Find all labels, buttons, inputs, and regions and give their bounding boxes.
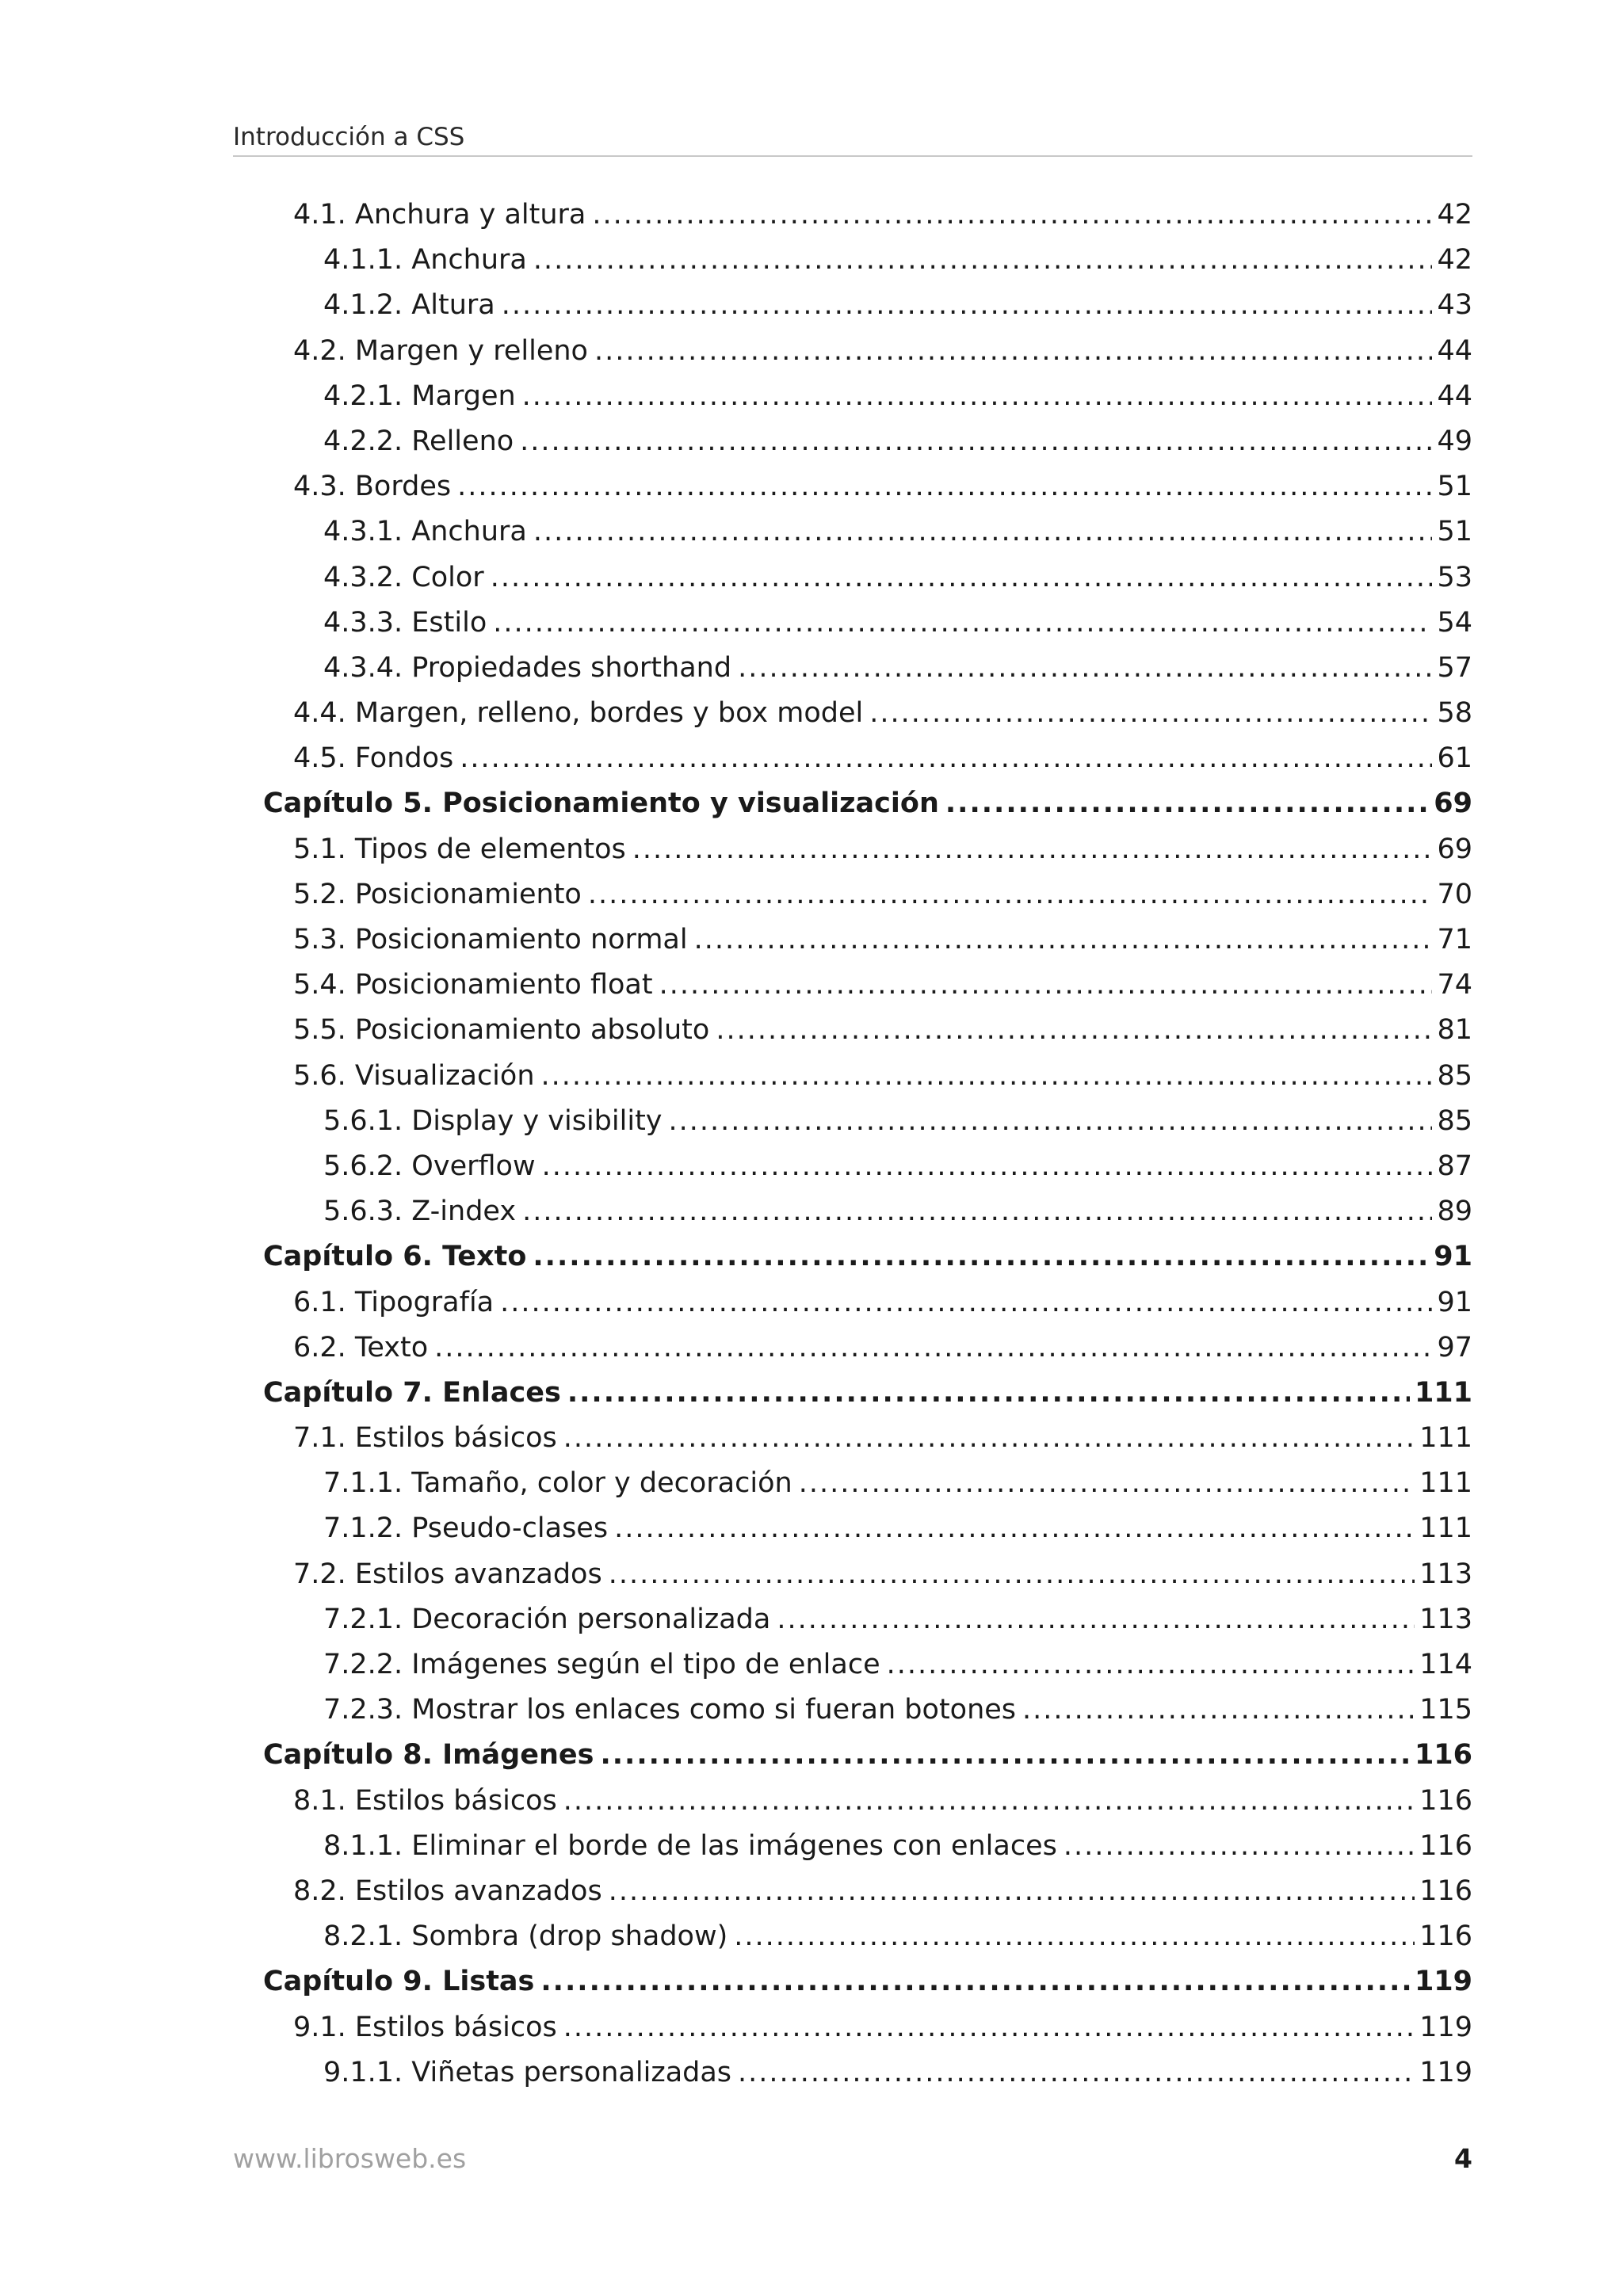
dot-leader: [869, 691, 1432, 736]
dot-leader: [522, 1189, 1432, 1234]
toc-entry-title: 7.2.1. Decoración personalizada: [323, 1603, 771, 1635]
toc-entry-title: 7.2.2. Imágenes según el tipo de enlace: [323, 1649, 880, 1680]
toc-entry-page: 113: [1419, 1603, 1472, 1635]
dot-leader: [533, 509, 1433, 555]
toc-entry-page: 85: [1437, 1104, 1472, 1137]
dot-leader: [502, 283, 1433, 328]
toc-entry-title: 5.6. Visualización: [293, 1059, 535, 1092]
toc-entry-title: Capítulo 9. Listas: [263, 1966, 535, 1998]
toc-entry-page: 111: [1419, 1422, 1472, 1455]
toc-entry[interactable]: [233, 1506, 1472, 1551]
toc-entry-title: 7.1.2. Pseudo-clases: [323, 1512, 609, 1545]
toc-entry[interactable]: [233, 464, 1472, 509]
dot-leader: [542, 1144, 1433, 1189]
toc-entry-page: 91: [1434, 1241, 1472, 1273]
dot-leader: [457, 464, 1432, 509]
toc-entry[interactable]: [233, 1461, 1472, 1506]
toc-entry-title: 7.2. Estilos avanzados: [293, 1558, 602, 1590]
toc-entry-title: 4.5. Fondos: [293, 742, 454, 775]
toc-entry-title: 4.2.1. Margen: [323, 379, 516, 412]
toc-entry-page: 44: [1437, 334, 1472, 367]
toc-entry-page: 69: [1434, 788, 1472, 820]
toc-entry-title: 5.6.1. Display y visibility: [323, 1104, 663, 1137]
dot-leader: [592, 193, 1432, 238]
toc-entry-title: 5.5. Posicionamiento absoluto: [293, 1014, 710, 1047]
toc-entry-page: 111: [1419, 1467, 1472, 1500]
toc-entry-title: 6.1. Tipografía: [293, 1286, 495, 1318]
toc-entry[interactable]: [233, 419, 1472, 464]
toc-entry[interactable]: [233, 1280, 1472, 1325]
toc-entry-title: Capítulo 8. Imágenes: [263, 1739, 594, 1772]
dot-leader: [563, 1416, 1415, 1461]
dot-leader: [659, 963, 1433, 1008]
toc-entry-title: 5.6.3. Z-index: [323, 1196, 517, 1228]
toc-entry[interactable]: [233, 2005, 1472, 2050]
toc-entry[interactable]: [233, 1552, 1472, 1597]
toc-entry-page: 113: [1419, 1558, 1472, 1590]
toc-entry-title: 8.1. Estilos básicos: [293, 1784, 557, 1817]
toc-entry[interactable]: [233, 509, 1472, 555]
toc-entry-title: 6.2. Texto: [293, 1331, 429, 1363]
toc-entry-title: 8.1.1. Eliminar el borde de las imágenes con enlaces: [323, 1829, 1057, 1862]
toc-entry-title: 5.4. Posicionamiento float: [293, 969, 653, 1001]
toc-entry[interactable]: [233, 1914, 1472, 1959]
toc-entry-page: 70: [1437, 878, 1472, 910]
toc-entry-page: 49: [1437, 425, 1472, 457]
dot-leader: [567, 1371, 1410, 1416]
toc-entry-title: 4.2.2. Relleno: [323, 425, 514, 457]
dot-leader: [500, 1280, 1432, 1325]
footer-url[interactable]: www.librosweb.es: [233, 2143, 467, 2174]
toc-entry[interactable]: [233, 1416, 1472, 1461]
dot-leader: [1022, 1688, 1415, 1733]
page-header: [233, 119, 1472, 157]
dot-leader: [669, 1099, 1433, 1144]
toc-entry-page: 58: [1437, 697, 1472, 730]
toc-entry[interactable]: [233, 963, 1472, 1008]
toc-entry[interactable]: [233, 193, 1472, 238]
toc-entry[interactable]: [233, 1189, 1472, 1234]
toc-entry-page: 51: [1437, 471, 1472, 503]
toc-entry-page: 111: [1419, 1512, 1472, 1545]
toc-entry-page: 42: [1437, 244, 1472, 277]
dot-leader: [609, 1552, 1415, 1597]
toc-entry-title: 4.3.1. Anchura: [323, 516, 527, 548]
toc-entry[interactable]: [233, 374, 1472, 419]
dot-leader: [594, 329, 1432, 374]
toc-entry[interactable]: [233, 917, 1472, 963]
dot-leader: [738, 646, 1432, 691]
toc-chapter-entry[interactable]: [233, 781, 1472, 826]
dot-leader: [491, 555, 1433, 601]
toc-entry-title: 4.2. Margen y relleno: [293, 334, 588, 367]
dot-leader: [777, 1597, 1415, 1642]
toc-entry-title: 8.2. Estilos avanzados: [293, 1875, 602, 1907]
toc-entry-title: 7.1.1. Tamaño, color y decoración: [323, 1467, 792, 1500]
toc-chapter-entry[interactable]: [233, 1234, 1472, 1280]
dot-leader: [1064, 1824, 1415, 1869]
toc-entry-title: Capítulo 6. Texto: [263, 1241, 527, 1273]
toc-chapter-entry[interactable]: [233, 1371, 1472, 1416]
toc-entry-title: 4.3.2. Color: [323, 561, 484, 593]
dot-leader: [563, 2005, 1415, 2050]
dot-leader: [493, 601, 1432, 646]
toc-entry-page: 111: [1414, 1376, 1472, 1409]
dot-leader: [734, 1914, 1415, 1959]
dot-leader: [609, 1869, 1415, 1914]
dot-leader: [738, 2050, 1415, 2096]
dot-leader: [434, 1325, 1432, 1371]
toc-entry-page: 119: [1419, 2056, 1472, 2088]
dot-leader: [632, 827, 1433, 872]
toc-entry-title: 5.1. Tipos de elementos: [293, 833, 626, 865]
toc-entry[interactable]: [233, 1642, 1472, 1688]
toc-entry[interactable]: [233, 1054, 1472, 1099]
toc-entry-title: 9.1. Estilos básicos: [293, 2011, 557, 2043]
toc-entry-title: 4.3. Bordes: [293, 471, 452, 503]
toc-entry-page: 97: [1437, 1331, 1472, 1363]
toc-entry-title: 5.6.2. Overflow: [323, 1150, 536, 1182]
toc-entry[interactable]: [233, 1597, 1472, 1642]
toc-entry[interactable]: [233, 736, 1472, 781]
toc-entry[interactable]: [233, 1325, 1472, 1371]
toc-entry[interactable]: [233, 601, 1472, 646]
toc-entry-page: 61: [1437, 742, 1472, 775]
dot-leader: [945, 781, 1429, 826]
toc-entry[interactable]: [233, 1688, 1472, 1733]
dot-leader: [716, 1008, 1432, 1053]
toc-entry-page: 116: [1419, 1875, 1472, 1907]
toc-entry-page: 116: [1414, 1739, 1472, 1772]
toc-entry-page: 71: [1437, 924, 1472, 955]
toc-entry[interactable]: [233, 1099, 1472, 1144]
toc-entry-page: 87: [1437, 1150, 1472, 1182]
toc-entry-page: 119: [1414, 1966, 1472, 1998]
page-number: 4: [1454, 2143, 1472, 2174]
dot-leader: [541, 1054, 1433, 1099]
toc-entry-page: 89: [1437, 1196, 1472, 1228]
toc-entry-page: 91: [1437, 1286, 1472, 1318]
toc-entry-page: 54: [1437, 606, 1472, 639]
toc-entry-title: 4.3.3. Estilo: [323, 606, 487, 639]
toc-entry-page: 51: [1437, 516, 1472, 548]
toc-entry[interactable]: [233, 872, 1472, 917]
toc-entry-page: 81: [1437, 1014, 1472, 1047]
toc-entry-title: 9.1.1. Viñetas personalizadas: [323, 2056, 732, 2088]
toc-entry[interactable]: [233, 1008, 1472, 1053]
toc-entry[interactable]: [233, 329, 1472, 374]
toc-entry-title: 4.3.4. Propiedades shorthand: [323, 651, 732, 684]
toc-entry-title: 4.1. Anchura y altura: [293, 199, 586, 231]
toc-entry[interactable]: [233, 2050, 1472, 2096]
toc-entry-page: 85: [1437, 1059, 1472, 1092]
toc-entry-page: 115: [1419, 1694, 1472, 1726]
toc-entry-title: Capítulo 5. Posicionamiento y visualización: [263, 788, 939, 820]
toc-entry-page: 116: [1419, 1829, 1472, 1862]
toc-entry-title: 7.1. Estilos básicos: [293, 1422, 557, 1455]
toc-entry-page: 116: [1419, 1784, 1472, 1817]
document-title: Introducción a CSS: [233, 123, 465, 151]
toc-entry[interactable]: [233, 1824, 1472, 1869]
dot-leader: [563, 1779, 1415, 1824]
toc-entry-page: 74: [1437, 969, 1472, 1001]
table-of-contents: [233, 193, 1472, 2096]
dot-leader: [520, 419, 1432, 464]
dot-leader: [588, 872, 1433, 917]
dot-leader: [460, 736, 1432, 781]
toc-entry-page: 57: [1437, 651, 1472, 684]
toc-entry-title: 8.2.1. Sombra (drop shadow): [323, 1920, 728, 1953]
toc-entry[interactable]: [233, 283, 1472, 328]
dot-leader: [540, 1959, 1410, 2004]
toc-entry[interactable]: [233, 691, 1472, 736]
toc-entry-page: 43: [1437, 289, 1472, 322]
toc-entry-page: 53: [1437, 561, 1472, 593]
toc-entry-page: 119: [1419, 2011, 1472, 2043]
toc-entry-page: 42: [1437, 199, 1472, 231]
toc-entry-page: 116: [1419, 1920, 1472, 1953]
toc-entry-title: 5.3. Posicionamiento normal: [293, 924, 688, 955]
page-footer: [233, 2139, 1472, 2179]
toc-entry[interactable]: [233, 827, 1472, 872]
dot-leader: [533, 1234, 1429, 1280]
toc-entry[interactable]: [233, 238, 1472, 283]
toc-entry-page: 69: [1437, 833, 1472, 865]
toc-entry-title: 5.2. Posicionamiento: [293, 878, 582, 910]
toc-entry-title: 7.2.3. Mostrar los enlaces como si fueran botones: [323, 1694, 1017, 1726]
toc-entry-title: 4.4. Margen, relleno, bordes y box model: [293, 697, 864, 730]
toc-entry-page: 44: [1437, 379, 1472, 412]
dot-leader: [522, 374, 1433, 419]
dot-leader: [799, 1461, 1415, 1506]
dot-leader: [694, 917, 1433, 963]
toc-chapter-entry[interactable]: [233, 1733, 1472, 1778]
toc-entry-title: 4.1.2. Altura: [323, 289, 495, 322]
toc-entry[interactable]: [233, 555, 1472, 601]
dot-leader: [600, 1733, 1409, 1778]
toc-entry-title: Capítulo 7. Enlaces: [263, 1376, 561, 1409]
toc-chapter-entry[interactable]: [233, 1959, 1472, 2004]
toc-entry[interactable]: [233, 1779, 1472, 1824]
toc-entry[interactable]: [233, 646, 1472, 691]
dot-leader: [614, 1506, 1415, 1551]
toc-entry-title: 4.1.1. Anchura: [323, 244, 527, 277]
dot-leader: [533, 238, 1433, 283]
toc-entry[interactable]: [233, 1869, 1472, 1914]
dot-leader: [887, 1642, 1415, 1688]
toc-entry[interactable]: [233, 1144, 1472, 1189]
toc-entry-page: 114: [1419, 1649, 1472, 1680]
